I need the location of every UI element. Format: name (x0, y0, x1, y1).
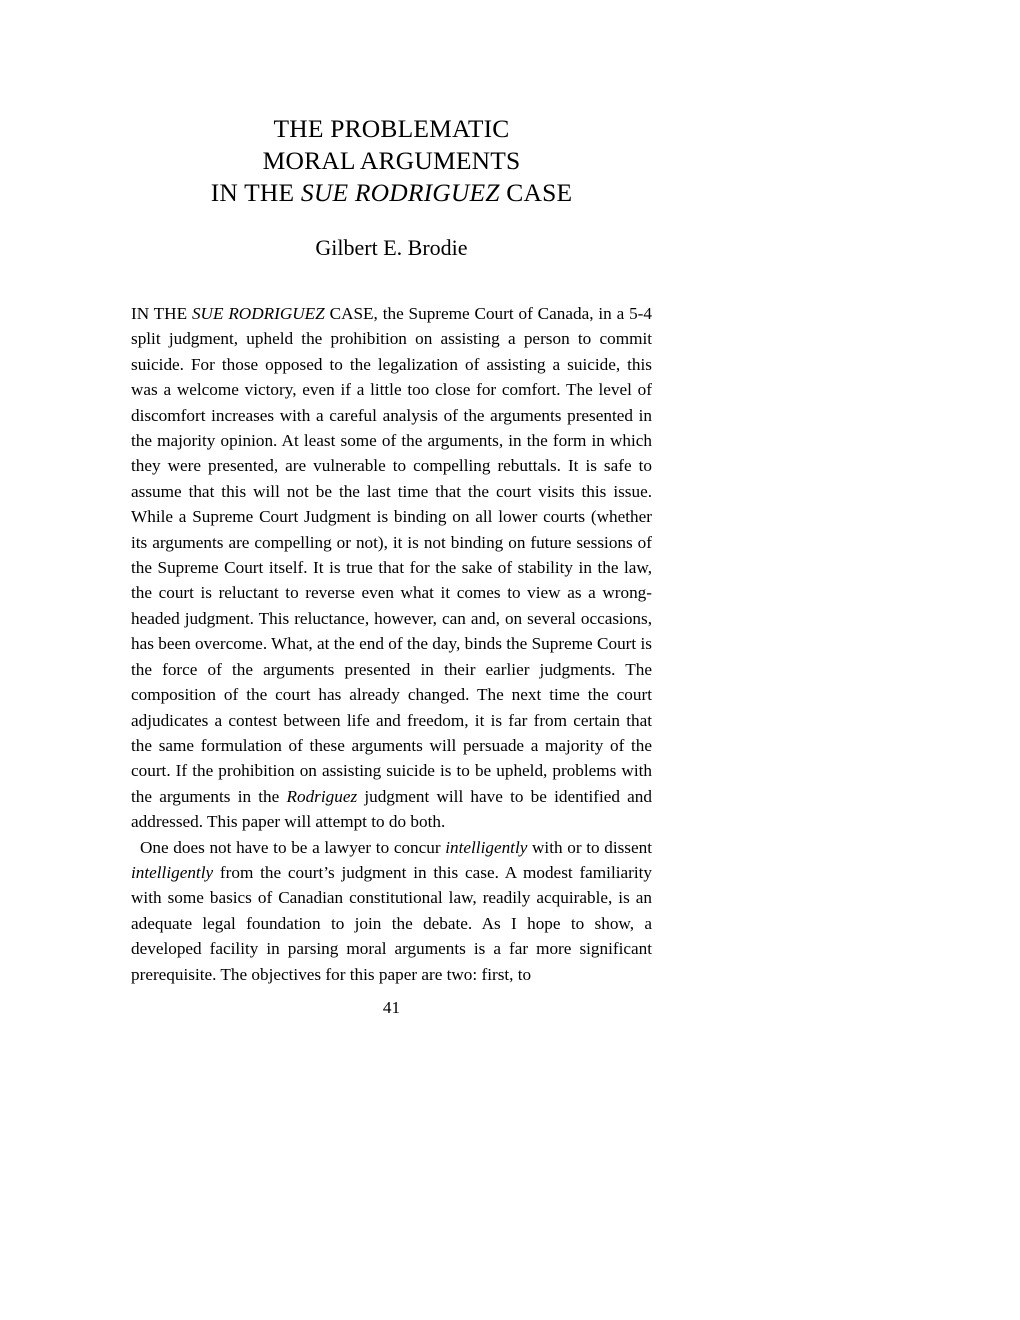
opening-case-name: SUE RODRIGUEZ (191, 304, 325, 323)
body-paragraph-1 (131, 301, 652, 835)
article-body (131, 301, 652, 987)
paragraph-2-italic-intelligently-2: intelligently (131, 862, 214, 882)
paragraph-2-text-part-2: with or to dissent (527, 837, 652, 857)
body-paragraph-2 (131, 835, 652, 987)
paragraph-2-italic-intelligently-1: intelligently (445, 837, 528, 857)
title-line-3-prefix: IN THE (210, 178, 301, 207)
page-number: 41 (382, 998, 401, 1017)
author-name: Gilbert E. Brodie (315, 235, 468, 260)
title-case-name: SUE RODRIGUEZ (300, 178, 500, 207)
paragraph-1-italic-rodriguez: Rodriguez (286, 786, 358, 806)
author-byline (131, 234, 652, 262)
paragraph-2-text-part-1: One does not have to be a lawyer to concur (140, 837, 446, 857)
title-line-1: THE PROBLEMATIC (273, 114, 510, 143)
paragraph-1-text-part-1: the Supreme Court of Canada, in a 5-4 split judgment, upheld the prohibition on assisting a person to commit suicide. For those opposed to the legalization of assisting a suicide, this was a welcome victory, even if a little too close for comfort. The level of discomfort increases with a careful analysis of the arguments presented in the majority opinion. At least some of the arguments, in the form in which they were presented, are vulnerable to compelling rebuttals. It is safe to assume that this will not be the last time that the court visits this issue. While a Supreme Court Judgment is binding on all lower courts (whether its arguments are compelling or not), it is not binding on future sessions of the Supreme Court itself. It is true that for the sake of stability in the law, the court is reluctant to reverse even what it comes to view as a wrong-headed judgment. This reluctance, however, can and, on several occasions, has been overcome. What, at the end of the day, binds the Supreme Court is the force of the arguments presented in their earlier judgments. The composition of the court has already changed. The next time the court adjudicates a contest between life and freedom, it is far from certain that the same formulation of these arguments will persuade a majority of the court. If the prohibition on assisting suicide is to be upheld, problems with the arguments in the (131, 304, 652, 806)
page-title (131, 113, 652, 209)
opening-prefix: IN THE (131, 304, 192, 323)
title-line-3-suffix: CASE (499, 178, 573, 207)
paragraph-2-text-part-3: from the court’s judgment in this case. A modest familiarity with some basics of Canadian constitutional law, readily acquirable, is an adequate legal foundation to join the debate. As I hope to show, a developed facility in parsing moral arguments is a far more significant prerequisite. The objectives for this paper are two: first, to (131, 862, 652, 984)
title-line-2: MORAL ARGUMENTS (262, 146, 521, 175)
paragraph-1-text-part-2: judgment will have to be identified and addressed. This paper will attempt to do both. (131, 786, 652, 832)
title-line-3 (131, 177, 652, 209)
paragraph-opening-smallcaps (131, 304, 378, 323)
opening-suffix: CASE, (324, 304, 378, 323)
